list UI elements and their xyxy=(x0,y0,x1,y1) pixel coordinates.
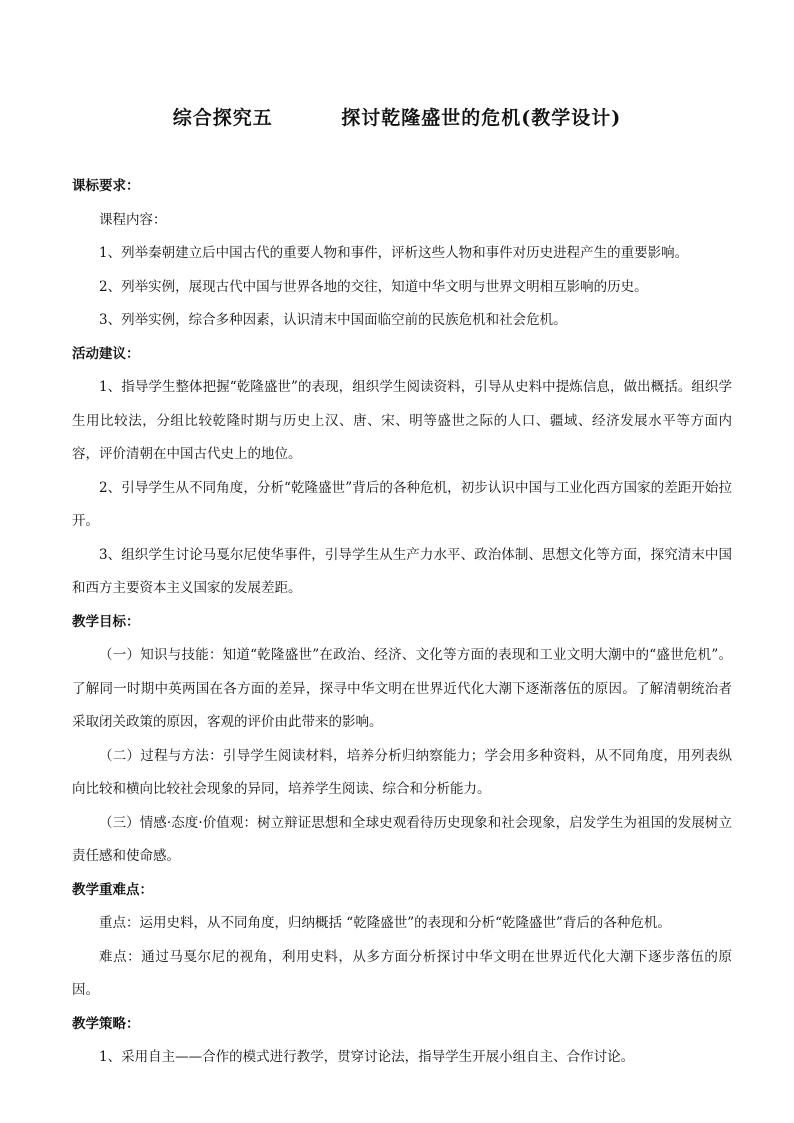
section-teaching-strategy xyxy=(72,1008,732,1075)
paragraph: 3、组织学生讨论马戛尔尼使华事件，引导学生从生产力水平、政治体制、思想文化等方面，探究清末中国和西方主要资本主义国家的发展差距。 xyxy=(72,546,732,596)
section-heading: 活动建议： xyxy=(72,345,140,362)
section-curriculum-requirements xyxy=(72,170,732,338)
section-heading: 课标要求： xyxy=(72,178,140,194)
paragraph: 2、列举实例，展现古代中国与世界各地的交往，知道中华文明与世界文明相互影响的历史。 xyxy=(99,278,648,295)
paragraph: 重点：运用史料，从不同角度，归纳概括 “乾隆盛世”的表现和分析“乾隆盛世”背后的各种危机。 xyxy=(99,915,671,931)
section-heading: 教学重难点： xyxy=(72,881,153,898)
document-title: 综合探究五 探讨乾隆盛世的危机(教学设计) xyxy=(172,107,622,129)
section-heading: 教学策略： xyxy=(72,1015,140,1032)
paragraph: 1、列举秦朝建立后中国古代的重要人物和事件，评析这些人物和事件对历史进程产生的重要影响。 xyxy=(99,245,689,261)
section-activity-suggestions xyxy=(72,338,732,606)
paragraph: 课程内容： xyxy=(99,211,167,228)
paragraph: 1、采用自主——合作的模式进行教学，贯穿讨论法，指导学生开展小组自主、合作讨论。 xyxy=(99,1049,635,1065)
section-key-difficult-points xyxy=(72,874,732,1008)
document-body xyxy=(72,170,732,1075)
paragraph: 难点：通过马戛尔尼的视角，利用史料，从多方面分析探讨中华文明在世界近代化大潮下逐步落伍的原因。 xyxy=(72,948,732,998)
paragraph: （二）过程与方法：引导学生阅读材料，培养分析归纳察能力；学会用多种资料，从不同角度，用列表纵向比较和横向比较社会现象的异同，培养学生阅读、综合和分析能力。 xyxy=(72,747,732,797)
paragraph: （三）情感·态度·价值观：树立辩证思想和全球史观看待历史现象和社会现象，启发学生为祖国的发展树立责任感和使命感。 xyxy=(72,814,732,864)
section-heading: 教学目标： xyxy=(72,613,140,630)
paragraph: 2、引导学生从不同角度，分析“乾隆盛世”背后的各种危机，初步认识中国与工业化西方国家的差距开始拉开。 xyxy=(72,479,732,529)
paragraph: 3、列举实例，综合多种因素，认识清末中国面临空前的民族危机和社会危机。 xyxy=(99,312,567,328)
paragraph: 1、指导学生整体把握“乾隆盛世”的表现，组织学生阅读资料，引导从史料中提炼信息，做出概括。组织学生用比较法，分组比较乾隆时期与历史上汉、唐、宋、明等盛世之际的人口、疆域、经济发展水平等方面内容，评价清朝在中国古代史上的地位。 xyxy=(72,379,732,462)
paragraph: （一）知识与技能：知道“乾隆盛世”在政治、经济、文化等方面的表现和工业文明大潮中的“盛世危机”。了解同一时期中英两国在各方面的差异，探寻中华文明在世界近代化大潮下逐渐落伍的原因。了解清朝统治者采取闭关政策的原因，客观的评价由此带来的影响。 xyxy=(72,647,732,730)
section-teaching-objectives xyxy=(72,606,732,874)
